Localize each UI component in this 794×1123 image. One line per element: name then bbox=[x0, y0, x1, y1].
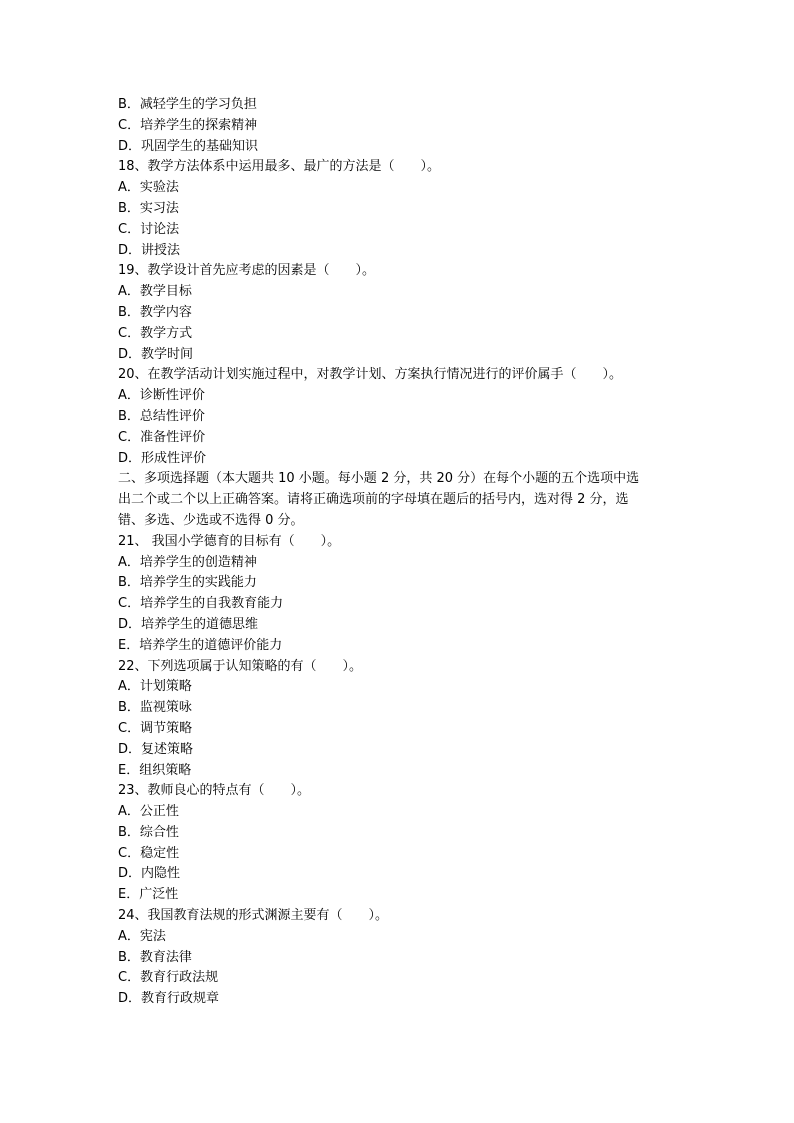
text-line: B．教育法律 bbox=[118, 949, 192, 965]
text-line: B．总结性评价 bbox=[118, 408, 205, 424]
text-line: D．形成性评价 bbox=[118, 450, 207, 466]
text-line: C．教学方式 bbox=[118, 325, 193, 341]
text-line: D．教学时间 bbox=[118, 346, 194, 362]
text-line: B．减轻学生的学习负担 bbox=[118, 97, 257, 112]
text-line: 19、教学设计首先应考虑的因素是（ ）。 bbox=[118, 263, 376, 279]
text-line: A．宪法 bbox=[118, 928, 166, 944]
text-line: C．教育行政法规 bbox=[118, 970, 219, 986]
text-line: E．培养学生的道德评价能力 bbox=[118, 637, 283, 653]
text-line: C．准备性评价 bbox=[118, 429, 206, 445]
text-line: 错、多选、少选或不选得 0 分。 bbox=[118, 512, 304, 528]
text-line: A．诊断性评价 bbox=[118, 388, 205, 404]
text-line: A．实验法 bbox=[118, 180, 179, 196]
text-line: D．讲授法 bbox=[118, 242, 181, 258]
text-line: D．复述策略 bbox=[118, 741, 194, 757]
text-line: 20、在教学活动计划实施过程中，对教学计划、方案执行情况进行的评价属手（ ）。 bbox=[118, 367, 623, 383]
text-line: B．培养学生的实践能力 bbox=[118, 575, 257, 591]
text-line: 24、我国教育法规的形式渊源主要有（ ）。 bbox=[118, 908, 389, 924]
text-line: E．组织策略 bbox=[118, 762, 192, 778]
text-line: 21、 我国小学德育的目标有（ ）。 bbox=[118, 533, 341, 549]
text-line: 二、多项选择题（本大题共 10 小题。每小题 2 分，共 20 分）在每个小题的五个选项中选 bbox=[118, 471, 640, 487]
text-line: B．教学内容 bbox=[118, 304, 192, 320]
text-line: A．教学目标 bbox=[118, 284, 192, 300]
text-line: D．教育行政规章 bbox=[118, 991, 220, 1007]
text-line: E．广泛性 bbox=[118, 887, 179, 903]
text-line: D．内隐性 bbox=[118, 866, 181, 882]
text-line: A．公正性 bbox=[118, 804, 179, 820]
text-line: C．培养学生的自我教育能力 bbox=[118, 596, 284, 612]
text-line: D．巩固学生的基础知识 bbox=[118, 138, 259, 154]
text-line: B．实习法 bbox=[118, 200, 179, 216]
text-line: C．讨论法 bbox=[118, 221, 180, 237]
text-line: C．培养学生的探索精神 bbox=[118, 117, 258, 133]
text-line: B．综合性 bbox=[118, 824, 179, 840]
text-line: C．调节策略 bbox=[118, 720, 193, 736]
text-line: 22、下列选项属于认知策略的有（ ）。 bbox=[118, 658, 363, 674]
document-body bbox=[118, 95, 678, 1010]
text-line: D．培养学生的道德思维 bbox=[118, 616, 259, 632]
text-line: 出二个或二个以上正确答案。请将正确选项前的字母填在题后的括号内，选对得 2 分，选 bbox=[118, 492, 629, 508]
text-line: B．监视策咏 bbox=[118, 700, 192, 716]
text-line: C．稳定性 bbox=[118, 845, 180, 861]
text-line: 23、教师良心的特点有（ ）。 bbox=[118, 783, 311, 799]
text-line: 18、教学方法体系中运用最多、最广的方法是（ ）。 bbox=[118, 159, 441, 175]
text-line: A．计划策略 bbox=[118, 679, 192, 695]
text-line: A．培养学生的创造精神 bbox=[118, 554, 257, 570]
